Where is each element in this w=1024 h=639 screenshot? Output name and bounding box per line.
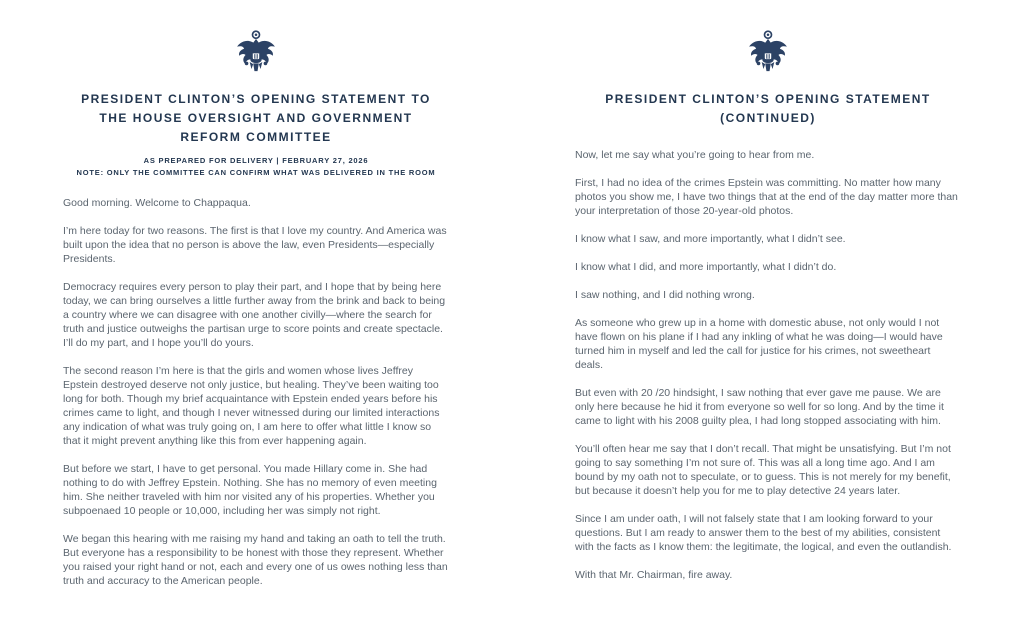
paragraph: Good morning. Welcome to Chappaqua. [63, 197, 251, 209]
seal-container [63, 28, 449, 80]
paragraph: I saw nothing, and I did nothing wrong. [575, 289, 755, 301]
page-title [525, 90, 1011, 128]
paragraph: Since I am under oath, I will not falsely state that I am looking forward to your questions. But I am ready to answer them to the best of my abilities, consistent with the facts as I know them: the legitimate, the logical, and even the outlandish. [575, 513, 952, 553]
page-subtitle [10, 155, 502, 179]
statement-body [575, 148, 961, 582]
page-title-line: PRESIDENT CLINTON’S OPENING STATEMENT [605, 92, 931, 106]
paragraph: Democracy requires every person to play their part, and I hope that by being here today, we can bring ourselves a little further away from the brink and back to being a country where we can disagree with one another civilly—where the search for truth and justice outweighs the partisan urge to score points and create spectacle. I’ll do my part, and I hope you’ll do yours. [63, 281, 446, 349]
paragraph: But even with 20 /20 hindsight, I saw nothing that ever gave me pause. We are only here because he hid it from everyone so well for so long. And by the time it came to light with his 2008 guilty plea, I had long stopped associating with him. [575, 387, 944, 427]
statement-page-2 [512, 0, 1024, 639]
presidential-seal-icon [235, 28, 277, 75]
paragraph: I know what I saw, and more importantly, what I didn’t see. [575, 233, 846, 245]
page-title-line: THE HOUSE OVERSIGHT AND GOVERNMENT [99, 111, 413, 125]
subtitle-delivery-line: AS PREPARED FOR DELIVERY | FEBRUARY 27, 2026 [143, 156, 369, 165]
page-title [13, 90, 499, 147]
paragraph: I know what I did, and more importantly, what I didn’t do. [575, 261, 837, 273]
page-title-line: PRESIDENT CLINTON’S OPENING STATEMENT TO [81, 92, 431, 106]
paragraph: Now, let me say what you’re going to hear from me. [575, 149, 815, 161]
page-title-line: REFORM COMMITTEE [180, 130, 332, 144]
presidential-seal-icon [747, 28, 789, 75]
statement-body [63, 196, 449, 588]
paragraph: First, I had no idea of the crimes Epstein was committing. No matter how many photos you show me, I have two things that at the end of the day matter more than your interpretation of those 20-year-old photos. [575, 177, 958, 217]
paragraph: The second reason I’m here is that the girls and women whose lives Jeffrey Epstein destroyed deserve not only justice, but healing. They’ve been waiting too long for both. Though my brief acquaintance with Epstein ended years before his crimes came to light, and though I never witnessed during our limited interactions any indication of what was truly going on, I am here to offer what little I know so that it might prevent anything like this from ever happening again. [63, 365, 440, 447]
paragraph: As someone who grew up in a home with domestic abuse, not only would I not have flown on his plane if I had any inkling of what he was doing—I would have turned him in myself and led the call for justice for his crimes, not sweetheart deals. [575, 317, 943, 371]
page-title-line: (CONTINUED) [720, 111, 816, 125]
paragraph: I’m here today for two reasons. The first is that I love my country. And America was built upon the idea that no person is above the law, even Presidents—especially Presidents. [63, 225, 447, 265]
subtitle-note-line: NOTE: ONLY THE COMMITTEE CAN CONFIRM WHAT WAS DELIVERED IN THE ROOM [76, 168, 436, 177]
seal-container [575, 28, 961, 80]
paragraph: You’ll often hear me say that I don’t recall. That might be unsatisfying. But I’m not going to say something I’m not sure of. This was all a long time ago. And I am bound by my oath not to speculate, or to guess. This is not merely for my benefit, but because it doesn’t help you for me to play detective 24 years later. [575, 443, 951, 497]
paragraph: With that Mr. Chairman, fire away. [575, 569, 733, 581]
paragraph: But before we start, I have to get personal. You made Hillary come in. She had nothing to do with Jeffrey Epstein. Nothing. She has no memory of even meeting him. She neither traveled with him nor visited any of his properties. Whether you subpoenaed 10 people or 10,000, including her was simply not right. [63, 463, 437, 517]
paragraph: We began this hearing with me raising my hand and taking an oath to tell the truth. But everyone has a responsibility to be honest with those they represent. Whether you raised your right hand or not, each and every one of us owes nothing less than truth and accuracy to the American people. [63, 533, 448, 587]
